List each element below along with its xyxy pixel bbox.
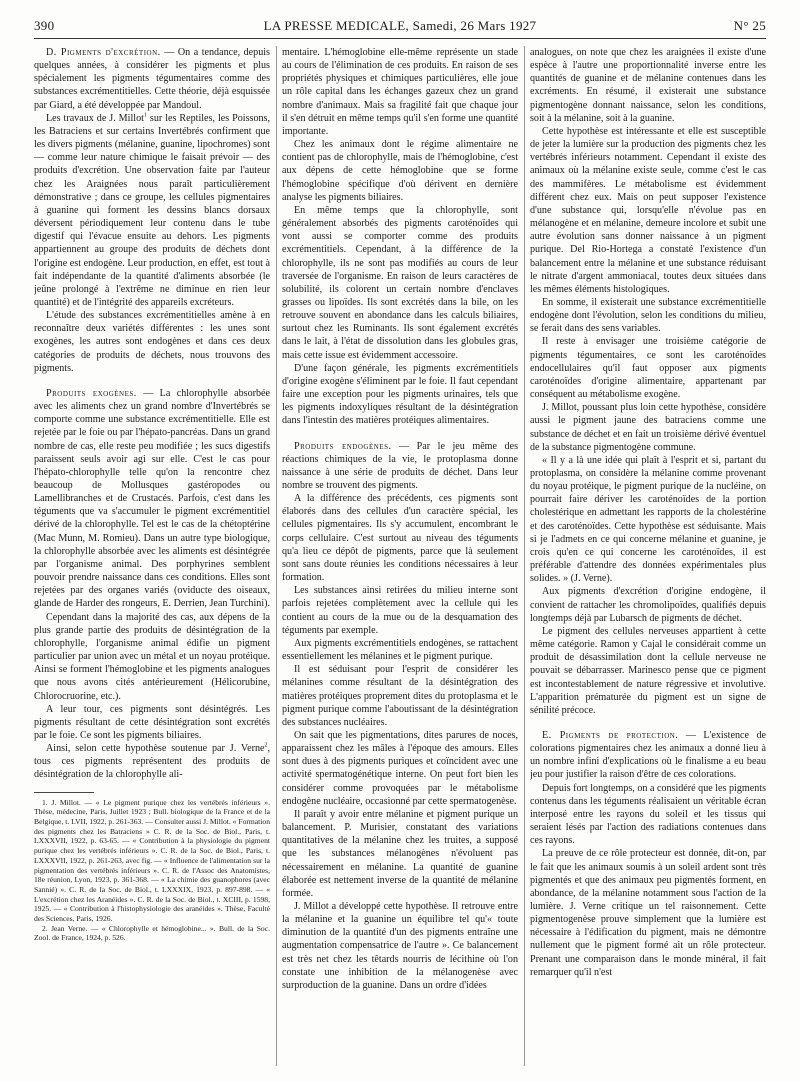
footnote-ref: 2 bbox=[264, 742, 268, 749]
paragraph: « Il y a là une idée qui plaît à l'esprit et si, partant du protoplasma, on considère la mélanine comme provenant du noyau protéique, le pigment purique de la nucléine, on pourrait faire dériver les caroténoïdes de la portion cholestérique en admettant les rapports de la cholestérine et des caroténoïdes. Cette hypothèse est séduisante. Mais si je l'admets en ce qui concerne mélanine et guanine, je crois qu'en ce qui concerne les caroténoïdes, il est préférable d'attendre des données expérimentales plus solides. » (J. Verne). bbox=[530, 454, 766, 585]
paragraph: La preuve de ce rôle protecteur est donnée, dit-on, par le fait que les animaux soumis à un soleil ardent sont très pigmentés et que des animaux peu pigmentés forment, en abondance, de la mélanine notamment sous l'action de la lumière. J. Verne critique un tel raisonnement. Cette pigmentogenèse prouve simplement que la lumière est nécessaire à l'édification du pigment, mais ne démontre nullement que le pigment formé ait un rôle protecteur. Prenant une comparaison dans le monde minéral, il fait remarquer qu'il n'est bbox=[530, 848, 766, 978]
paragraph: mentaire. L'hémoglobine elle-même représente un stade au cours de l'élimination de ces produits. En raison de ses propriétés physiques et chimiques particulières, elle joue un rôle capital dans les échanges gazeux chez un grand nombre d'animaux. Mais sa fragilité fait que chaque jour il s'en détruit en même temps qu'il s'en forme une quantité importante. bbox=[282, 47, 518, 137]
paragraph: D'une façon générale, les pigments excrémentitiels d'origine exogène s'éliminent par le foie. Il faut cependant faire une exception pour les pigments urinaires, tels que les pigments indoxyliques résultant de la désintégration dans l'intestin des matières protéiques alimentaires. bbox=[282, 362, 518, 427]
section-heading: E. Pigments de protection. bbox=[542, 729, 679, 741]
paragraph bbox=[34, 112, 270, 309]
paragraph: En somme, il existerait une substance excrémentitielle endogène dont l'évolution, selon les conditions du milieu, se ferait dans des sens variables. bbox=[530, 296, 766, 335]
paragraph: En même temps que la chlorophylle, sont généralement absorbés des pigments caroténoïdes qui vont aussi se comporter comme des produits excrémentitiels. Cependant, à la différence de la chlorophylle, ils ne sont pas modifiés au cours de leur traversée de l'organisme. En raison de leurs caractères de solubilité, ils colorent un certain nombre d'enclaves grasses ou lipoïdes. Ils sont excrétés dans la bile, on les retrouve souvent en abondance dans les calculs biliaires, surtout chez les Ruminants. Ils sont également excrétés dans le lait, à l'état de dissolution dans les globules gras, mais cette issue est évidemment accessoire. bbox=[282, 204, 518, 361]
paragraph: Chez les animaux dont le régime alimentaire ne contient pas de chlorophylle, mais de l'hémoglobine, c'est aux dépens de cette hémoglobine que se forme l'hémoglobine spécifique d'où dérivent en dernière analyse les pigments biliaires. bbox=[282, 139, 518, 203]
paragraph: J. Millot, poussant plus loin cette hypothèse, considère aussi le pigment jaune des batraciens comme une substance de déchet et en fait un troisième dérivé éventuel de la substance pigmentogène commune. bbox=[530, 402, 766, 453]
column-divider bbox=[524, 46, 525, 1066]
paragraph: Cette hypothèse est intéressante et elle est susceptible de jeter la lumière sur la production des pigments chez les vertébrés inférieurs notamment. Cependant il existe des animaux où la mélanine existe seule, comme c'est le cas des mammifères. Le métabolisme est évidemment différent chez eux. Mais on peut supposer l'existence d'une substance qui, lorsqu'elle n'évolue pas en mélanogène et en mélanine, demeure incolore et subit une autre évolution sans donner naissance à un pigment purique. Del Rio-Hortega a constaté l'existence d'un balancement entre la mélanine et une substance réduisant le nitrate d'argent ammoniacal, toutes deux situées dans les mêmes éléments histologiques. bbox=[530, 125, 766, 295]
header-rule bbox=[34, 38, 766, 39]
column-divider bbox=[276, 46, 277, 1066]
paragraph: J. Millot a développé cette hypothèse. Il retrouve entre la mélanine et la guanine un équilibre tel qu'« toute diminution de la quantité d'un des pigments entraîne une augmentation compensatrice de l'autre ». Ce balancement est très net chez les têtards nourris de lécithine où l'on constate une inhibition de la mélanogenèse avec surproduction de la guanine. Dans un ordre d'idées bbox=[282, 901, 518, 991]
paragraph-text: sur les Reptiles, les Poissons, les Batraciens et sur certains Invertébrés confirment que les divers pigments (mélanine, guanine, lipochromes) sont — comme leur nature chimique le faisait prévoir — des produits d'excrétion. Une observation faite par l'auteur chez les Araignées nous paraît particulièrement démonstrative ; dans ce groupe, les cellules pigmentaires à guanine qui forment les dessins blancs dorsaux déversent périodiquement leur contenu dans le tube digestif qui l'évacue ensuite au dehors. Les pigments appartiennent au groupe des produits de déchets dont l'origine est endogène. Leur production, en effet, est tout à fait indépendante de la quantité d'aliments absorbée (le jeûne prolongé à l'extrême ne diminue en rien leur quantité) et de l'intégrité des appareils excréteurs. bbox=[34, 112, 270, 308]
paragraph bbox=[530, 729, 766, 782]
paragraph-text: — L'existence de colorations pigmentaires chez les animaux a donné lieu à un nombre infini d'explications où le finalisme a eu beau jeu pour justifier la raison d'être de ces colorations. bbox=[530, 729, 766, 781]
paragraph: Depuis fort longtemps, on a considéré que les pigments contenus dans les téguments réalisaient un véritable écran interposé entre les rayons du soleil et les tissus qui seraient lésés par l'action des radiations contenues dans ces rayons. bbox=[530, 782, 766, 847]
paragraph: Les substances ainsi retirées du milieu interne sont parfois rejetées complètement avec la cellule qui les contient au cours de la mue ou de la desquamation des téguments par exemple. bbox=[282, 585, 518, 636]
paragraph: Aux pigments excrémentitiels endogènes, se rattachent essentiellement les mélanines et le pigment purique. bbox=[282, 637, 518, 663]
journal-title: LA PRESSE MEDICALE, Samedi, 26 Mars 1927 bbox=[263, 18, 537, 33]
column-3 bbox=[530, 46, 766, 1076]
paragraph: A la différence des précédents, ces pigments sont élaborés dans des cellules d'un caractère spécial, les cellules pigmentaires. Ils s'y accumulent, encombrant le corps cellulaire. C'est surtout au niveau des téguments qu'a lieu ce dépôt de pigments, parce que là seulement sont sans doute réunies les conditions nécessaires à leur formation. bbox=[282, 493, 518, 584]
issue-number: N° 25 bbox=[733, 18, 766, 33]
paragraph: Cependant dans la majorité des cas, aux dépens de la plus grande partie des produits de désintégration de la chlorophylle, l'organisme animal édifie un pigment particulier par union avec un métal et un noyau protéique. Ainsi se forment l'hémoglobine et les pigments analogues que nous avons cités antérieurement (Hélicorubine, Chlorocruorine, etc.). bbox=[34, 611, 270, 702]
footnote-rule bbox=[34, 792, 94, 793]
paragraph-text: Les travaux de J. Millot bbox=[46, 112, 144, 124]
section-heading: D. Pigments d'excrétion. bbox=[46, 47, 161, 58]
footnote-ref: 1 bbox=[143, 112, 147, 119]
page-number: 390 bbox=[34, 18, 55, 33]
footnote: 1. J. Millot. — « Le pigment purique chez les vertébrés inférieurs ». Thèse, médecine, Paris, Juillet 1923 ; Bull. biologique de la France et de la Belgique, t. LVII, 1922, p. 261-363. — Consulter aussi J. Millot. « Formation des pigments chez les Batraciens » C. R. de la Soc. de Biol., Paris, t. LXXXVII, 1922, p. 63-65. — « Contribution à la physiologie du pigment purique chez les vertébrés inférieurs ». C. R. de la Soc. de Biol., Paris, t. LXXXVII, 1922, p. 261-263, avec fig. — « Influence de l'alimentation sur la pigmentation des vertébrés inférieurs ». C. R. de l'Assoc des Anatomistes, 18e réunion, Lyon, 1923, p. 361-368. — « La chimie des guanophores (avec Sannié) ». C. R. de la Soc. de Biol., t. LXXXIX, 1923, p. 897-898. — « L'excrétion chez les Aranéides ». C. R. de la Soc. de Biol., t. XCIII, p. 1598, 1925. — « Contribution à l'histophysiologie des aranéides ». Thèse, Faculté des Sciences, Paris, 1926. bbox=[34, 797, 270, 924]
paragraph bbox=[34, 387, 270, 611]
page-header bbox=[34, 18, 766, 34]
section-heading: Produits endogènes. bbox=[294, 440, 392, 452]
paragraph-text: Ainsi, selon cette hypothèse soutenue par J. Verne bbox=[46, 743, 265, 755]
paragraph: Il est séduisant pour l'esprit de considérer les mélanines comme résultant de la désintégration des matières protéiques proprement dites du protoplasma et le pigment purique comme l'aboutissant de la désintégration des substances nucléaires. bbox=[282, 664, 518, 728]
paragraph bbox=[34, 46, 270, 112]
paragraph bbox=[34, 742, 270, 781]
paragraph: Le pigment des cellules nerveuses appartient à cette même catégorie. Ramon y Cajal le considérait comme un produit de désassimilation dont la cellule nerveuse ne pouvait se débarrasser. Marinesco pense que ce pigment est incontestablement de nature régressive et involutive. L'apparition prématurée du pigment est un signe de sénilité précoce. bbox=[530, 625, 766, 716]
paragraph-text: — La chlorophylle absorbée avec les aliments chez un grand nombre d'Invertébrés se comporte comme une substance excrémentitielle. Elle est rejetée par le foie ou par l'hépato-pancréas. Dans un grand nombre de cas, elle reste peu modifiée ; les sucs digestifs paraissent seuls avoir agi sur elle. C'est le cas pour l'hépato-chlorophylle telle qu'on la rencontre chez beaucoup de Mollusques gastéropodes ou Lamellibranches et de Crustacés. Parfois, c'est dans les téguments que va s'accumuler le pigment excrémentitiel dérivé de la chlorophylle. Tel est le cas de la chétoptérine (Mac Munn, M. Romieu). Dans un autre type biologique, la chlorophylle absorbée avec les aliments est désintégrée par l'organisme animal. Des porphyrines semblent pouvoir prendre naissance dans ces conditions. Elles sont rejetées par des organes variés (oviducte des oiseaux, glande de Harder des rongeurs, E. Derrien, Jean Turchini). bbox=[34, 387, 270, 610]
paragraph-text: , tous ces pigments représentent des produits de désintégration de la chlorophylle ali- bbox=[34, 743, 270, 781]
paragraph: analogues, on note que chez les araignées il existe d'une espèce à l'autre une proportionnalité inverse entre les quantités de guanine et de mélanine contenues dans les excréments. En résumé, il existerait une substance pigmentogène donnant naissance, selon les conditions, soit à la mélanine, soit à la guanine. bbox=[530, 47, 766, 124]
paragraph bbox=[282, 440, 518, 493]
paragraph: Aux pigments d'excrétion d'origine endogène, il convient de rattacher les chromolipoïdes, qualifiés depuis longtemps déjà par Lubarsch de pigments de déchet. bbox=[530, 586, 766, 624]
column-2 bbox=[282, 46, 518, 1076]
footnote: 2. Jean Verne. — « Chlorophylle et hémoglobine... ». Bull. de la Soc. Zool. de France, 1924, p. 526. bbox=[34, 923, 270, 943]
paragraph: On sait que les pigmentations, dites parures de noces, apparaissent chez les mâles à l'époque des amours. Elles sont dues à des pigments puriques et coïncident avec une activité spermatogénétique interne. On peut fort bien les considérer comme provoquées par le métabolisme endogène nucléaire, occasionné par cette spermatogenèse. bbox=[282, 729, 518, 807]
column-1 bbox=[34, 46, 270, 1076]
paragraph: A leur tour, ces pigments sont désintégrés. Les pigments résultant de cette désintégration sont excrétés par le foie. Ce sont les pigments biliaires. bbox=[34, 703, 270, 741]
paragraph: Il paraît y avoir entre mélanine et pigment purique un balancement. P. Murisier, constatant des variations quantitatives de la mélanine chez les truites, a supposé que les substances mélanogènes n'évoluent pas nécessairement en mélanine. La quantité de guanine élaborée est nettement inverse de la quantité de mélanine formée. bbox=[282, 808, 518, 899]
paragraph: Il reste à envisager une troisième catégorie de pigments tégumentaires, ce sont les caroténoïdes endocellulaires qu'il faut opposer aux pigments caroténoïdes d'origine alimentaire, appartenant par conséquent au métabolisme exogène. bbox=[530, 336, 766, 401]
paragraph-text: — On a tendance, depuis quelques années, à considérer les pigments et plus spécialement les pigments tégumentaires comme des substances excrémentitielles. Cette théorie, déjà esquissée par Giard, a été développée par Mandoul. bbox=[34, 47, 270, 111]
section-heading: Produits exogènes. bbox=[46, 387, 137, 399]
paragraph-text: — Par le jeu même des réactions chimiques de la vie, le protoplasma donne naissance à une série de produits de déchet. Dans leur nombre se trouvent des pigments. bbox=[282, 440, 518, 491]
paragraph: L'étude des substances excrémentitielles amène à en reconnaître deux variétés différentes : les unes sont exogènes, les autres sont endogènes et dans ces deux catégories de produits de déchets, nous trouvons des pigments. bbox=[34, 310, 270, 374]
